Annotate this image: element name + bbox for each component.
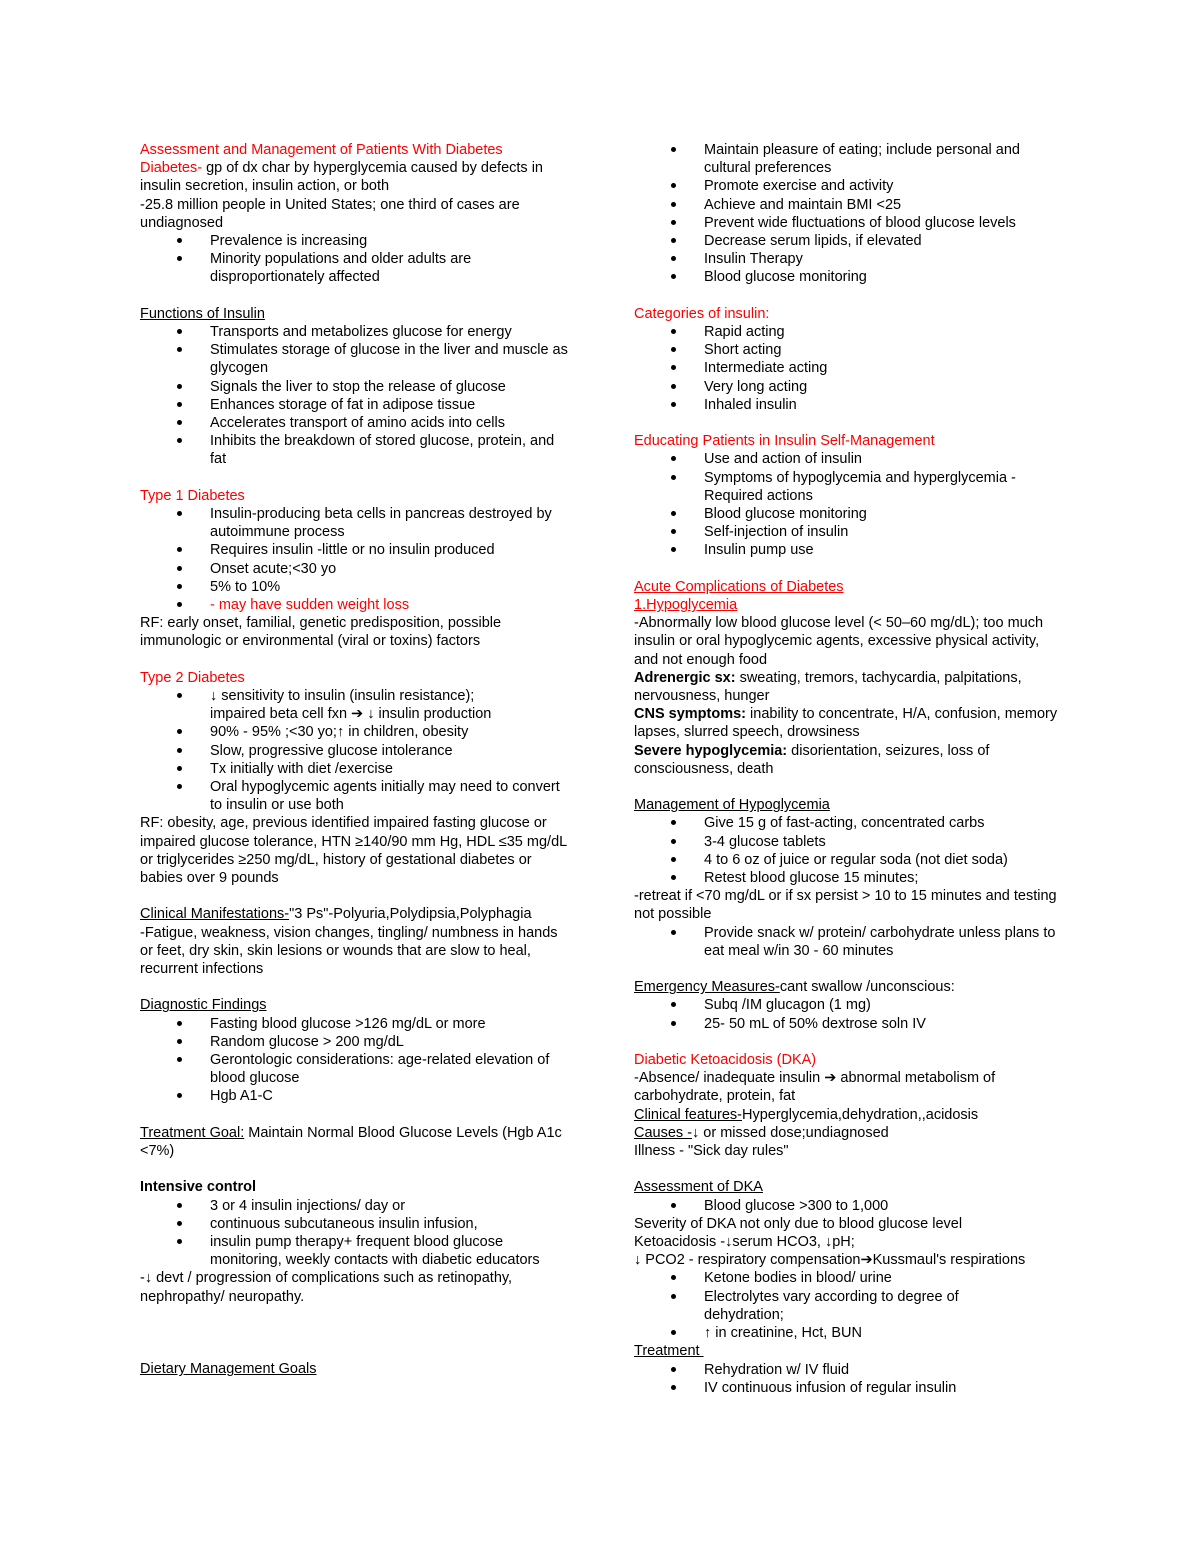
hypoglycemia-text: -Abnormally low blood glucose level (< 50–60 mg/dL); too much insulin or oral hypoglycemic agents, excessive physical activity, and not enough food [634,615,1044,668]
list-item: Rehydration w/ IV fluid [634,1361,1064,1379]
definition-text: gp of dx char by hyperglycemia caused by defects in insulin secretion, insulin action, or both [140,160,543,195]
list-item: Retest blood glucose 15 minutes; [634,869,1064,887]
list-item: Inhaled insulin [634,396,1064,414]
educating-list [634,450,1064,559]
type2-risk-factors: RF: obesity, age, previous identified impaired fasting glucose or impaired glucose tolerance, HTN ≥140/90 mm Hg, HDL ≤35 mg/dL or triglycerides ≥250 mg/dL, history of gestational diabetes or babies over 9 pounds [140,815,567,887]
list-item: Hgb A1-C [140,1087,570,1105]
emergency-measures: Emergency Measures-cant swallow /unconscious: [634,979,955,996]
list-item: Onset acute;<30 yo [140,560,570,578]
assessment-text-3: ↓ PCO2 - respiratory compensation➔Kussmaul's respirations [634,1252,1026,1269]
section-heading-dietary: Dietary Management Goals [140,1361,317,1378]
list-item: Promote exercise and activity [634,177,1064,195]
list-item: Insulin Therapy [634,250,1064,268]
list-item: Insulin-producing beta cells in pancreas destroyed by autoimmune process [140,505,570,541]
list-item: 4 to 6 oz of juice or regular soda (not diet soda) [634,851,1064,869]
statistics-list [140,232,570,287]
list-item: 25- 50 mL of 50% dextrose soln IV [634,1015,1064,1033]
list-item: Self-injection of insulin [634,523,1064,541]
dka-illness: Illness - "Sick day rules" [634,1143,789,1160]
section-heading-intensive: Intensive control [140,1179,257,1196]
list-item: Inhibits the breakdown of stored glucose, protein, and fat [140,432,570,468]
list-item: Gerontologic considerations: age-related elevation of blood glucose [140,1051,570,1087]
list-item: Rapid acting [634,323,1064,341]
cns-symptoms: CNS symptoms: inability to concentrate, H/A, confusion, memory lapses, slurred speech, drowsiness [634,706,1058,741]
statistics-line: -25.8 million people in United States; one third of cases are undiagnosed [140,196,520,231]
list-item: 5% to 10% [140,578,570,596]
section-heading-functions: Functions of Insulin [140,305,265,322]
list-item: ↑ in creatinine, Hct, BUN [634,1324,1064,1342]
assessment-text-2: Ketoacidosis -↓serum HCO3, ↓pH; [634,1234,855,1251]
diagnostic-list [140,1015,570,1106]
section-heading-treatment: Treatment Goal: [140,1124,245,1141]
list-item: 90% - 95% ;<30 yo;↑ in children, obesity [140,723,570,741]
dka-text: -Absence/ inadequate insulin ➔ abnormal metabolism of carbohydrate, protein, fat [634,1070,996,1105]
list-item: Signals the liver to stop the release of glucose [140,378,570,396]
list-item: Insulin pump use [634,541,1064,559]
section-heading-acute: Acute Complications of Diabetes [634,578,844,595]
list-item: Give 15 g of fast-acting, concentrated carbs [634,814,1064,832]
section-heading-diagnostic: Diagnostic Findings [140,997,267,1014]
list-item: Use and action of insulin [634,450,1064,468]
emergency-list [634,996,1064,1032]
assessment-list [634,1197,1064,1215]
list-item: Blood glucose >300 to 1,000 [634,1197,1064,1215]
severe-hypoglycemia: Severe hypoglycemia: disorientation, seizures, loss of consciousness, death [634,742,990,777]
list-item: Decrease serum lipids, if elevated [634,232,1064,250]
list-item: Slow, progressive glucose intolerance [140,742,570,760]
assessment-list-2 [634,1269,1064,1342]
management-list [634,814,1064,887]
clinical-text: -Fatigue, weakness, vision changes, tingling/ numbness in hands or feet, dry skin, skin lesions or wounds that are slow to heal, recurrent infections [140,924,558,978]
management-text: -retreat if <70 mg/dL or if sx persist > 10 to 15 minutes and testing not possible [634,888,1057,923]
intensive-text: -↓ devt / progression of complications such as retinopathy, nephropathy/ neuropathy. [140,1270,513,1305]
list-item: 3-4 glucose tablets [634,833,1064,851]
list-item: Electrolytes vary according to degree of dehydration; [634,1288,1064,1324]
list-item: Random glucose > 200 mg/dL [140,1033,570,1051]
treatment-list [634,1361,1064,1397]
list-item: Short acting [634,341,1064,359]
list-item: Subq /IM glucagon (1 mg) [634,996,1064,1014]
dka-causes: Causes -↓ or missed dose;undiagnosed [634,1124,889,1141]
list-item: Enhances storage of fat in adipose tissue [140,396,570,414]
list-item: Very long acting [634,378,1064,396]
type2-list [140,687,570,814]
list-item: Requires insulin -little or no insulin produced [140,541,570,559]
left-column [140,141,570,1379]
section-heading-management: Management of Hypoglycemia [634,797,830,814]
list-item: 3 or 4 insulin injections/ day or [140,1197,570,1215]
type1-list [140,505,570,614]
diabetes-definition [140,159,570,195]
section-heading-dka-treatment: Treatment [634,1343,704,1360]
section-heading-clinical: Clinical Manifestations- [140,906,290,923]
section-heading-categories: Categories of insulin: [634,305,770,322]
section-heading-assessment: Assessment of DKA [634,1179,763,1196]
list-item: insulin pump therapy+ frequent blood glucose monitoring, weekly contacts with diabetic educators [140,1233,570,1269]
list-item: Transports and metabolizes glucose for energy [140,323,570,341]
section-heading-hypoglycemia: 1.Hypoglycemia [634,597,738,614]
list-item: Achieve and maintain BMI <25 [634,196,1064,214]
list-item-highlight: - may have sudden weight loss [140,596,570,614]
list-item: Provide snack w/ protein/ carbohydrate unless plans to eat meal w/in 30 - 60 minutes [634,924,1064,960]
management-list-2 [634,924,1064,960]
assessment-text-1: Severity of DKA not only due to blood glucose level [634,1215,963,1232]
list-item: Blood glucose monitoring [634,505,1064,523]
list-item: Tx initially with diet /exercise [140,760,570,778]
adrenergic-symptoms: Adrenergic sx: sweating, tremors, tachycardia, palpitations, nervousness, hunger [634,669,1022,705]
categories-list [634,323,1064,414]
list-item: Minority populations and older adults are disproportionately affected [140,250,570,286]
list-item: IV continuous infusion of regular insulin [634,1379,1064,1397]
right-column [634,141,1064,1397]
clinical-manifestations: Clinical Manifestations-"3 Ps"-Polyuria,Polydipsia,Polyphagia [140,906,532,923]
list-item: Maintain pleasure of eating; include personal and cultural preferences [634,141,1064,177]
section-heading-dka: Diabetic Ketoacidosis (DKA) [634,1052,817,1069]
list-item: Blood glucose monitoring [634,268,1064,286]
dietary-list [634,141,1064,287]
functions-list [140,323,570,469]
type1-risk-factors: RF: early onset, familial, genetic predisposition, possible immunologic or environmental (viral or toxins) factors [140,615,502,650]
list-item: Fasting blood glucose >126 mg/dL or more [140,1015,570,1033]
section-heading-educating: Educating Patients in Insulin Self-Management [634,433,935,450]
section-heading-type2: Type 2 Diabetes [140,669,245,686]
list-item: Intermediate acting [634,359,1064,377]
treatment-goal: Treatment Goal: Maintain Normal Blood Glucose Levels (Hgb A1c <7%) [140,1124,562,1160]
document-title: Assessment and Management of Patients With Diabetes [140,142,503,158]
dka-features: Clinical features-Hyperglycemia,dehydration,,acidosis [634,1106,979,1123]
list-item: Oral hypoglycemic agents initially may need to convert to insulin or use both [140,778,570,814]
list-item: continuous subcutaneous insulin infusion, [140,1215,570,1233]
section-heading-emergency: Emergency Measures- [634,979,780,996]
list-item: ↓ sensitivity to insulin (insulin resistance); impaired beta cell fxn ➔ ↓ insulin production [140,687,570,723]
section-heading-type1: Type 1 Diabetes [140,487,245,504]
list-item: Ketone bodies in blood/ urine [634,1269,1064,1287]
list-item: Prevalence is increasing [140,232,570,250]
intensive-list [140,1197,570,1270]
list-item: Symptoms of hypoglycemia and hyperglycemia -Required actions [634,469,1064,505]
list-item: Accelerates transport of amino acids into cells [140,414,570,432]
list-item: Stimulates storage of glucose in the liver and muscle as glycogen [140,341,570,377]
list-item: Prevent wide fluctuations of blood glucose levels [634,214,1064,232]
definition-term: Diabetes- [140,160,203,177]
